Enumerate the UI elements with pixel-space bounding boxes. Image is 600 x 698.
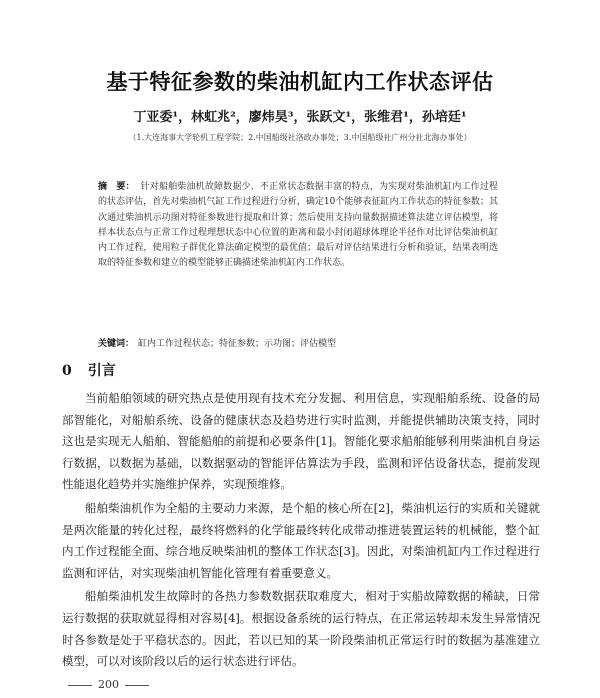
page-number-dash-right [125, 685, 149, 686]
page-number-dash-left [68, 685, 92, 686]
paper-title: 基于特征参数的柴油机缸内工作状态评估 [106, 69, 494, 94]
abstract-text: 针对船舶柴油机故障数据少、不正常状态数据丰富的特点，为实现对柴油机缸内工作过程的状态评估，首先对柴油机气缸工作过程进行分析，确定10个能够表征缸内工作状态的特征参数；其次通过柴油机示功图对特征参数进行提取和计算；然后使用支持向量数据描述算法建立评估模型，将样本状态点与正常工作过程理想状态中心位置的距离和最小封闭超球体理论半径作对比评估柴油机缸内工作过程，使用粒子群优化算法确定模型的最优值；最后对评估结果进行分析和验证，结果表明选取的特征参数和建立的模型能够正确描述柴油机缸内工作状态。 [98, 182, 498, 269]
keywords-block [98, 336, 498, 349]
section-title: 引言 [87, 363, 116, 379]
page-number-value: 200 [98, 678, 119, 691]
affiliations: （1.大连海事大学轮机工程学院；2.中国船级社洛政办事处；3.中国船级社广州分社北海办事处） [128, 133, 472, 142]
abstract-label: 摘 要： [98, 182, 135, 192]
keywords-label: 关键词： [98, 339, 135, 349]
author-list: 丁亚委¹，林虹兆²，廖炜昊³，张跃文¹，张维君¹，孙培廷¹ [133, 110, 467, 125]
section-number: 0 [62, 363, 72, 379]
body-paragraph: 当前船舶领域的研究热点是使用现有技术充分发掘、利用信息，实现船舶系统、设备的局部智能化，对船舶系统、设备的健康状态及趋势进行实时监测，并能提供辅助决策支持，同时这也是实现无人船舶、智能船舶的前提和必要条件[1]。智能化要求船舶能够利用柴油机自身运行数据，以数据为基础，以数据驱动的智能评估算法为手段，监测和评估设备状态，提前发现性能退化趋势并实施维护保养，实现预维修。 [62, 391, 540, 492]
body-paragraph: 船舶柴油机发生故障时的各热力参数数据获取难度大，相对于实船故障数据的稀缺，日常运行数据的获取就显得相对容易[4]。根据设备系统的运行特点，在正常运转却未发生异常情况时各参数是处于平稳状态的。因此，若以已知的某一阶段柴油机正常运行时的数据为基准建立模型，可以对该阶段以后的运行状态进行评估。 [62, 589, 540, 669]
abstract-block [98, 180, 498, 272]
keywords-text: 缸内工作过程状态；特征参数；示功图；评估模型 [138, 339, 337, 349]
body-paragraph: 船舶柴油机作为全船的主要动力来源，是个船的核心所在[2]，柴油机运行的实质和关键就是两次能量的转化过程，最终将燃料的化学能最终转化成带动推进装置运转的机械能，整个缸内工作过程能全面、综合地反映柴油机的整体工作状态[3]。因此，对柴油机缸内工作过程进行监测和评估，对实现柴油机智能化管理有着重要意义。 [62, 500, 540, 580]
body-text [62, 388, 540, 673]
section-heading [62, 360, 116, 380]
page-number [62, 678, 155, 691]
